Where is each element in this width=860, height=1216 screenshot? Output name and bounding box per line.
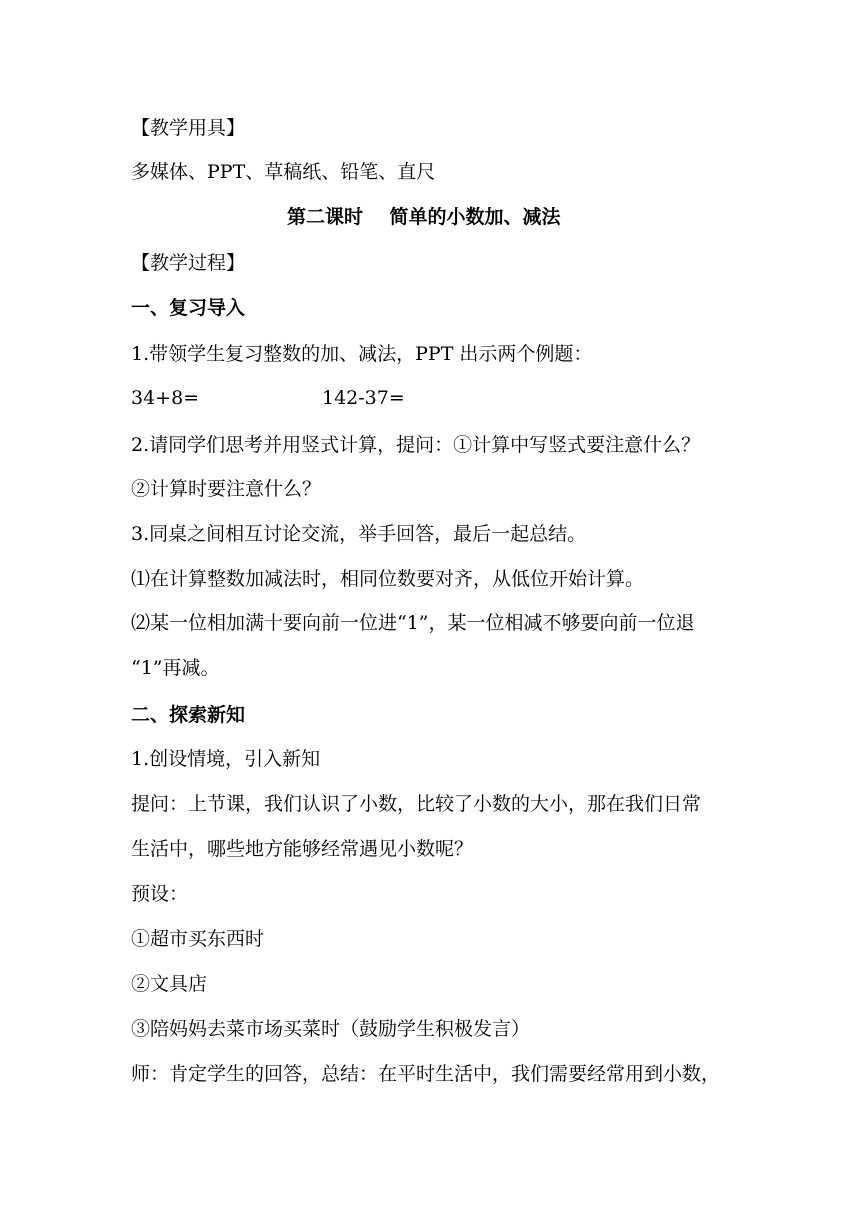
section1-item2-line2: ②计算时要注意什么？ <box>131 478 322 500</box>
section1-point2-line2: “1”再减。 <box>131 657 220 679</box>
materials-list: 多媒体、PPT、草稿纸、铅笔、直尺 <box>131 161 436 183</box>
lesson-title: 第二课时 简单的小数加、减法 <box>287 206 561 228</box>
section2-question-line1: 提问：上节课，我们认识了小数，比较了小数的大小，那在我们日常 <box>131 793 702 815</box>
preset-item-3: ③陪妈妈去菜市场买菜时（鼓励学生积极发言） <box>131 1018 531 1040</box>
section1-heading: 一、复习导入 <box>131 297 246 319</box>
section2-heading: 二、探索新知 <box>131 704 246 726</box>
materials-heading: 【教学用具】 <box>131 117 246 139</box>
preset-item-1: ①超市买东西时 <box>131 928 265 950</box>
section1-item1: 1.带领学生复习整数的加、减法，PPT 出示两个例题： <box>131 343 593 365</box>
section2-item1: 1.创设情境，引入新知 <box>131 748 321 770</box>
section1-point1: ⑴在计算整数加减法时，相同位数要对齐，从低位开始计算。 <box>131 568 645 590</box>
teacher-summary: 师：肯定学生的回答，总结：在平时生活中，我们需要经常用到小数， <box>131 1063 721 1085</box>
example-b: 142-37= <box>322 387 405 409</box>
section1-point2-line1: ⑵某一位相加满十要向前一位进“1”，某一位相减不够要向前一位退 <box>131 612 695 634</box>
section2-question-line2: 生活中，哪些地方能够经常遇见小数呢？ <box>131 838 474 860</box>
section1-item2-line1: 2.请同学们思考并用竖式计算，提问：①计算中写竖式要注意什么？ <box>131 434 701 456</box>
example-a: 34+8= <box>131 387 200 409</box>
section1-item3: 3.同桌之间相互讨论交流，举手回答，最后一起总结。 <box>131 523 587 545</box>
preset-label: 预设： <box>131 883 189 905</box>
preset-item-2: ②文具店 <box>131 973 208 995</box>
process-heading: 【教学过程】 <box>131 252 246 274</box>
